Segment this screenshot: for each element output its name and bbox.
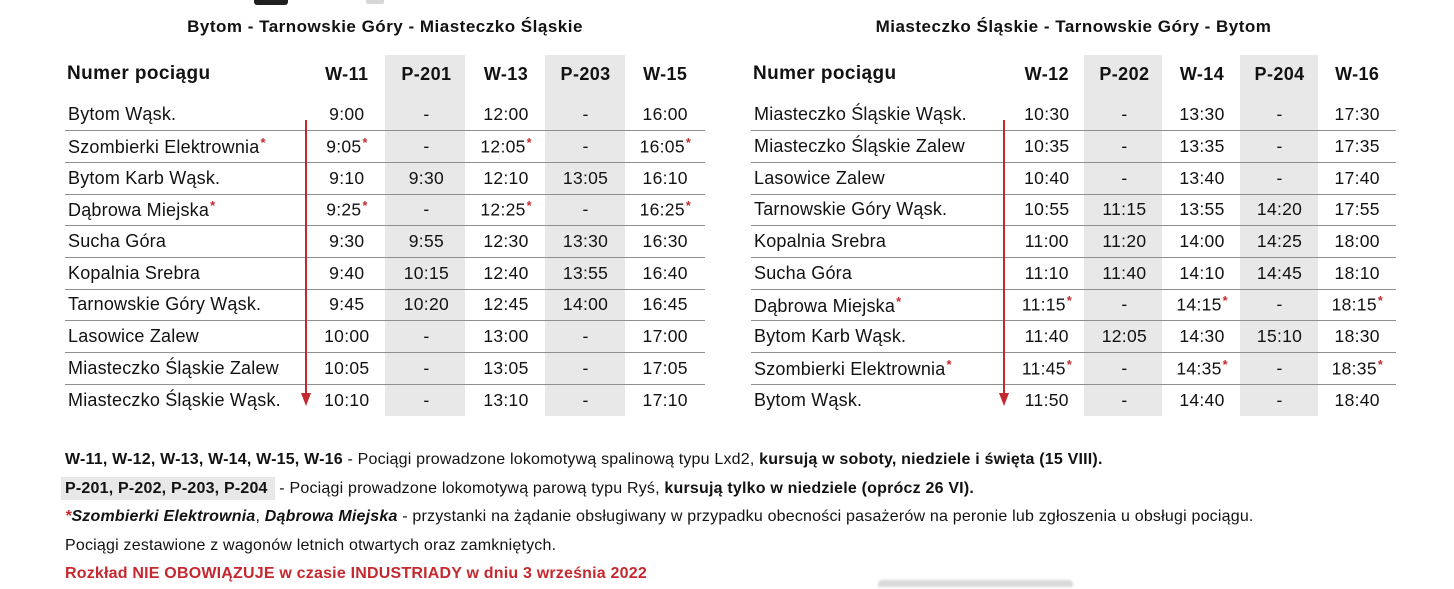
departure-time-cell: 9:40 [307,257,387,289]
departure-time-cell: 9:05* [307,131,387,163]
request-stop-asterisk: * [1377,294,1383,309]
departure-time-cell: 13:55 [546,257,626,289]
departure-time-cell: 9:25* [307,194,387,226]
departure-time-cell: 9:30 [307,226,387,258]
footnote-segment: Pociągi zestawione z wagonów letnich otwartych oraz zamkniętych. [65,536,557,554]
no-service-cell: - [546,131,626,163]
no-service-cell: - [582,389,589,410]
cropped-artifact [254,0,288,5]
departure-time-cell: 16:30 [625,226,705,258]
footnote-line [65,475,1434,504]
departure-time-cell: 13:00 [466,321,546,353]
timetable-rows [751,99,1396,416]
request-stop-asterisk: * [685,135,691,150]
departure-time-cell: 11:00 [1008,226,1086,258]
departure-time-cell: 12:10 [466,162,546,194]
departure-time-cell: 17:00 [625,321,705,353]
station-row [751,353,1396,385]
station-row [751,384,1396,416]
departure-time-cell: 16:25* [625,194,705,226]
departure-time-cell: 14:00 [546,289,626,321]
departure-time-cell: 13:05 [466,353,546,385]
station-row [65,226,705,258]
table-title-return: Miasteczko Śląskie - Tarnowskie Góry - Bytom [875,17,1272,36]
departure-time-cell: 12:30 [466,226,546,258]
departure-time-cell: 12:05 [1086,321,1164,353]
timetable-grid-return [751,55,1396,416]
departure-time-cell: 11:15* [1008,289,1086,321]
departure-time-cell: 14:20 [1241,194,1319,226]
departure-time-cell: 12:25* [466,194,546,226]
station-row [65,353,705,385]
departure-time-cell: 10:20 [387,289,467,321]
departure-time-cell: 18:35* [1318,353,1396,385]
station-row [751,289,1396,321]
request-stop-asterisk: * [362,135,368,150]
no-service-cell: - [387,131,467,163]
request-stop-asterisk: * [685,199,691,214]
departure-time-cell: 14:30 [1163,321,1241,353]
station-row [751,99,1396,131]
station-name: Bytom Wąsk. [754,389,863,410]
no-service-cell: - [546,321,626,353]
no-service-cell: - [546,194,626,226]
departure-time-cell: 10:15 [387,257,467,289]
departure-time-cell: 10:30 [1008,99,1086,131]
direction-arrow-head-icon [301,393,311,406]
departure-time-cell: 13:35 [1163,131,1241,163]
no-service-cell: - [1241,131,1319,163]
departure-time-cell: 18:00 [1318,226,1396,258]
no-service-cell: - [1241,289,1319,321]
departure-time-cell: 14:15* [1163,289,1241,321]
station-row [65,162,705,194]
footnote-segment: - przystanki na żądanie obsługiwany w przypadku obecności pasażerów na peronie lub zgłoszenia u obsługi pociągu. [397,508,1254,526]
request-stop-asterisk: * [946,356,952,372]
departure-time-cell: 11:15 [1086,194,1164,226]
timetable-rows [65,99,705,416]
departure-time-cell: 17:10 [642,389,688,410]
departure-time-cell: 13:10 [483,389,529,410]
departure-time-cell: 16:05* [625,131,705,163]
departure-time-cell: 13:40 [1163,162,1241,194]
departure-time-cell: 12:45 [466,289,546,321]
table-title-outbound: Bytom - Tarnowskie Góry - Miasteczko Śląskie [187,17,583,36]
header-row [751,55,1396,99]
departure-time-cell: 14:25 [1241,226,1319,258]
departure-time-cell: 16:45 [625,289,705,321]
timetable-header [65,55,705,99]
train-column-header-W-16: W-16 [1335,63,1380,84]
request-stop-asterisk: * [1377,357,1383,372]
departure-time-cell: 9:10 [307,162,387,194]
train-column-header-W-11: W-11 [325,63,369,84]
no-service-cell: - [1086,99,1164,131]
station-row [751,131,1396,163]
request-stop-asterisk: * [1222,357,1228,372]
no-service-cell: - [1241,353,1319,385]
train-column-header-W-13: W-13 [483,63,529,84]
table-body-return [751,55,1396,435]
footnote-segment: Dąbrowa Miejska [264,508,398,526]
footnote-segment: * [65,508,72,526]
station-name: Miasteczko Śląskie Zalew [65,353,307,385]
departure-time-cell: 9:30 [387,162,467,194]
departure-time-cell: 10:55 [1008,194,1086,226]
station-name: Szombierki Elektrownia* [65,131,307,163]
request-stop-asterisk: * [526,199,532,214]
request-stop-asterisk: * [210,198,216,214]
request-stop-asterisk: * [362,199,368,214]
footnote-segment: , [255,508,265,526]
no-service-cell: - [387,194,467,226]
footnote-segment: P-201, P-202, P-203, P-204 [61,477,275,500]
departure-time-cell: 11:40 [1008,321,1086,353]
departure-time-cell: 10:00 [307,321,387,353]
station-name: Sucha Góra [65,226,307,258]
station-name: Bytom Karb Wąsk. [751,321,1008,353]
departure-time-cell: 10:40 [1008,162,1086,194]
footnote-line [65,532,1434,561]
station-name: Miasteczko Śląskie Wąsk. [751,99,1008,131]
direction-arrow [1003,120,1005,394]
departure-time-cell: 18:40 [1334,389,1380,410]
departure-time-cell: 12:00 [466,99,546,131]
departure-time-cell: 12:40 [466,257,546,289]
departure-time-cell: 9:00 [307,99,387,131]
station-name: Tarnowskie Góry Wąsk. [65,289,307,321]
departure-time-cell: 18:15* [1318,289,1396,321]
no-service-cell: - [387,353,467,385]
departure-time-cell: 9:55 [387,226,467,258]
station-row [65,384,705,416]
request-stop-asterisk: * [260,135,266,151]
departure-time-cell: 16:00 [625,99,705,131]
footnote-segment: Rozkład NIE OBOWIĄZUJE w czasie INDUSTRIADY w dniu 3 września 2022 [65,565,647,583]
cropped-artifact [366,0,384,4]
departure-time-cell: 11:10 [1008,257,1086,289]
departure-time-cell: 17:30 [1318,99,1396,131]
departure-time-cell: 14:45 [1241,257,1319,289]
timetable-header [751,55,1396,99]
departure-time-cell: 15:10 [1241,321,1319,353]
departure-time-cell: 17:40 [1318,162,1396,194]
station-name: Kopalnia Srebra [65,257,307,289]
station-name: Miasteczko Śląskie Zalew [751,131,1008,163]
departure-time-cell: 14:10 [1163,257,1241,289]
no-service-cell: - [1086,353,1164,385]
departure-time-cell: 13:05 [546,162,626,194]
departure-time-cell: 16:40 [625,257,705,289]
departure-time-cell: 10:05 [307,353,387,385]
station-row [65,257,705,289]
station-row [751,321,1396,353]
station-row [65,194,705,226]
station-row [751,226,1396,258]
header-row [65,55,705,99]
station-name: Dąbrowa Miejska* [65,194,307,226]
no-service-cell: - [546,353,626,385]
no-service-cell: - [1276,389,1283,410]
station-name: Tarnowskie Góry Wąsk. [751,194,1008,226]
request-stop-asterisk: * [1066,357,1072,372]
departure-time-cell: 10:35 [1008,131,1086,163]
footnote-segment: W-11, W-12, W-13, W-14, W-15, W-16 [65,451,343,468]
footnote-line [65,503,1434,532]
no-service-cell: - [1241,99,1319,131]
departure-time-cell: 12:05* [466,131,546,163]
no-service-cell: - [1241,162,1319,194]
no-service-cell: - [387,99,467,131]
footnote-segment: - Pociągi prowadzone lokomotywą parową typu Ryś, [274,479,665,497]
no-service-cell: - [1086,162,1164,194]
departure-time-cell: 16:10 [625,162,705,194]
train-number-header: Numer pociągu [67,63,211,84]
station-name: Bytom Karb Wąsk. [65,162,307,194]
request-stop-asterisk: * [526,135,532,150]
footnote-segment: kursują w soboty, niedziele i święta (15 VIII). [759,451,1103,468]
train-column-header-W-14: W-14 [1179,63,1225,84]
station-row [751,257,1396,289]
train-column-header-P-201: P-201 [401,63,452,84]
departure-time-cell: 14:00 [1163,226,1241,258]
train-column-header-P-203: P-203 [560,63,611,84]
request-stop-asterisk: * [1066,294,1072,309]
station-row [751,162,1396,194]
departure-time-cell: 14:40 [1179,389,1225,410]
no-service-cell: - [423,389,430,410]
departure-time-cell: 9:45 [307,289,387,321]
footnote-line [65,560,1434,589]
departure-time-cell: 14:35* [1163,353,1241,385]
timetable-grid-outbound [65,55,705,416]
station-name: Kopalnia Srebra [751,226,1008,258]
train-column-header-W-15: W-15 [643,63,688,84]
direction-arrow-head-icon [999,393,1009,406]
departure-time-cell: 13:55 [1163,194,1241,226]
request-stop-asterisk: * [1222,294,1228,309]
no-service-cell: - [1086,131,1164,163]
departure-time-cell: 13:30 [1163,99,1241,131]
departure-time-cell: 17:35 [1318,131,1396,163]
request-stop-asterisk: * [896,293,902,309]
station-name: Dąbrowa Miejska* [751,289,1008,321]
no-service-cell: - [387,321,467,353]
footnote-segment: kursują tylko w niedziele (oprócz 26 VI). [664,479,975,497]
station-row [65,131,705,163]
no-service-cell: - [546,99,626,131]
departure-time-cell: 11:40 [1086,257,1164,289]
departure-time-cell: 18:10 [1318,257,1396,289]
station-name: Bytom Wąsk. [65,99,307,131]
station-row [65,321,705,353]
footnote-segment: - Pociągi prowadzone lokomotywą spalinową typu Lxd2, [342,451,760,468]
departure-time-cell: 18:30 [1318,321,1396,353]
train-column-header-P-204: P-204 [1254,63,1305,84]
train-column-header-P-202: P-202 [1099,63,1150,84]
no-service-cell: - [1121,389,1128,410]
footnotes [65,446,1434,589]
departure-time-cell: 11:20 [1086,226,1164,258]
station-row [65,289,705,321]
station-name: Sucha Góra [751,257,1008,289]
station-name: Szombierki Elektrownia* [751,353,1008,385]
station-row [65,99,705,131]
station-row [751,194,1396,226]
station-name: Lasowice Zalew [65,321,307,353]
station-name: Miasteczko Śląskie Wąsk. [68,389,281,410]
station-name: Lasowice Zalew [751,162,1008,194]
no-service-cell: - [1086,289,1164,321]
train-column-header-W-12: W-12 [1024,63,1069,84]
departure-time-cell: 11:45* [1008,353,1086,385]
departure-time-cell: 17:55 [1318,194,1396,226]
departure-time-cell: 11:50 [1024,389,1069,410]
table-body-outbound [65,55,705,435]
departure-time-cell: 13:30 [546,226,626,258]
footnote-line [65,446,1434,475]
departure-time-cell: 10:10 [324,389,370,410]
departure-time-cell: 17:05 [625,353,705,385]
train-number-header: Numer pociągu [753,63,897,84]
direction-arrow [305,120,307,394]
footnote-segment: Szombierki Elektrownia [71,508,256,526]
